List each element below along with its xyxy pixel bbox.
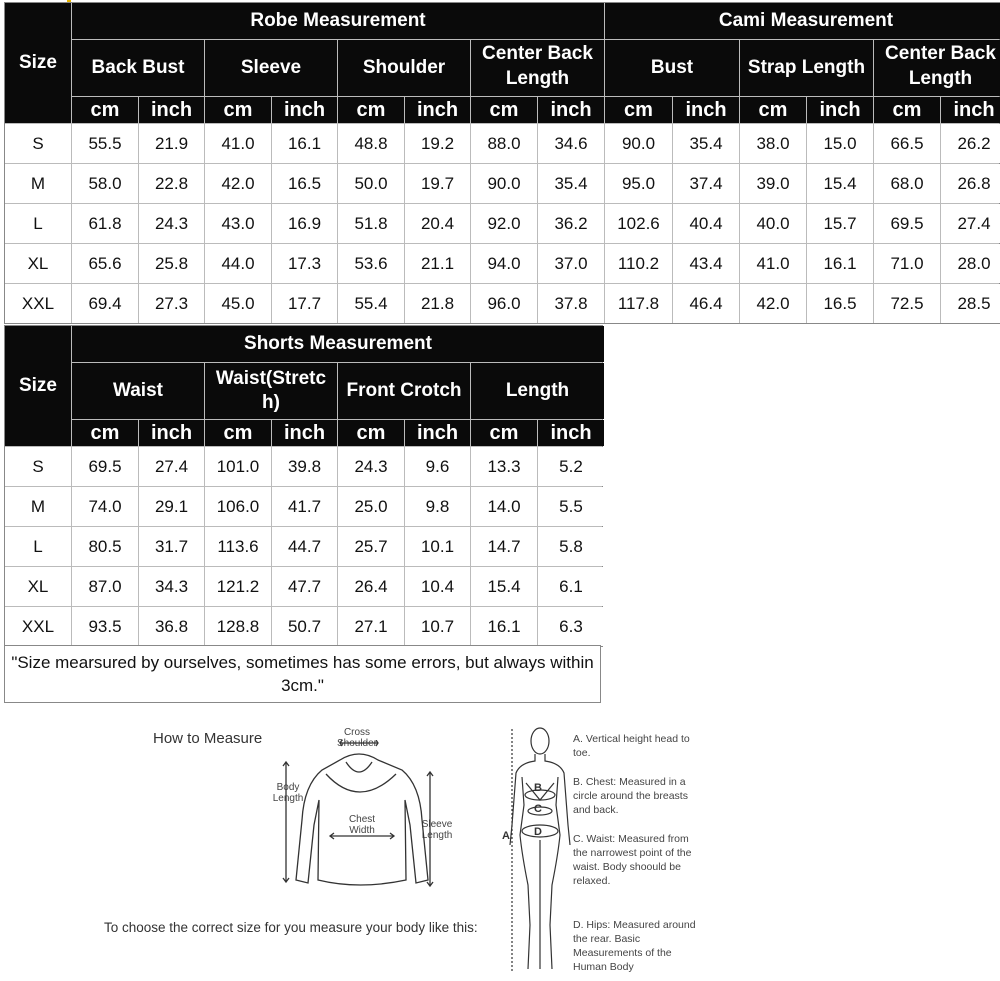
table-cell: 71.0 [874, 244, 940, 283]
table-cell: 50.7 [272, 607, 337, 646]
table-cell: 55.4 [338, 284, 404, 323]
unit-inch: inch [807, 97, 873, 123]
chest-width-label: Chest Width [348, 814, 376, 836]
size-cell: XXL [5, 284, 71, 323]
cami-title: Cami Measurement [605, 3, 1000, 39]
table-cell: 35.4 [538, 164, 604, 203]
sweater-illustration [270, 740, 470, 910]
table-cell: 88.0 [471, 124, 537, 163]
table-cell: 41.0 [740, 244, 806, 283]
table-cell: 40.0 [740, 204, 806, 243]
unit-cm: cm [205, 97, 271, 123]
table-cell: 41.0 [205, 124, 271, 163]
legend-a: A. Vertical height head to toe. [573, 733, 690, 759]
size-cell: M [5, 164, 71, 203]
table-cell: 39.8 [272, 447, 337, 486]
table-cell: 25.8 [139, 244, 204, 283]
table-cell: 93.5 [72, 607, 138, 646]
table-cell: 106.0 [205, 487, 271, 526]
table-cell: 50.0 [338, 164, 404, 203]
body-illustration [500, 725, 580, 977]
unit-inch: inch [538, 97, 604, 123]
table-cell: 26.8 [941, 164, 1000, 203]
table-cell: 117.8 [605, 284, 672, 323]
table-cell: 16.5 [272, 164, 337, 203]
unit-inch: inch [538, 420, 604, 446]
unit-cm: cm [205, 420, 271, 446]
table-cell: 53.6 [338, 244, 404, 283]
table-cell: 15.0 [807, 124, 873, 163]
table-cell: 28.0 [941, 244, 1000, 283]
table-cell: 102.6 [605, 204, 672, 243]
unit-cm: cm [72, 97, 138, 123]
table-cell: 27.1 [338, 607, 404, 646]
col-bust: Bust [605, 40, 739, 96]
table-cell: 90.0 [471, 164, 537, 203]
unit-inch: inch [405, 97, 470, 123]
col-waist: Waist [72, 363, 204, 419]
table-cell: 69.5 [72, 447, 138, 486]
marker-d: D [534, 826, 542, 838]
legend-c: C. Waist: Measured from the narrowest point of the waist. Body shoould be relaxed. [573, 833, 692, 887]
table-cell: 66.5 [874, 124, 940, 163]
table-cell: 15.7 [807, 204, 873, 243]
table-cell: 16.1 [471, 607, 537, 646]
table-cell: 5.5 [538, 487, 604, 526]
table-cell: 24.3 [139, 204, 204, 243]
table-cell: 36.8 [139, 607, 204, 646]
unit-cm: cm [72, 420, 138, 446]
size-cell: S [5, 124, 71, 163]
table-cell: 20.4 [405, 204, 470, 243]
table-cell: 26.2 [941, 124, 1000, 163]
col-front-crotch: Front Crotch [338, 363, 470, 419]
table-cell: 14.0 [471, 487, 537, 526]
table-cell: 39.0 [740, 164, 806, 203]
legend-d: D. Hips: Measured around the rear. Basic Measurements of the Human Body [573, 919, 696, 973]
col-cami-center-back-length: Center Back Length [874, 40, 1000, 96]
table-cell: 10.1 [405, 527, 470, 566]
table-cell: 74.0 [72, 487, 138, 526]
marker-b: B [534, 782, 542, 794]
shorts-title: Shorts Measurement [72, 326, 604, 362]
unit-cm: cm [874, 97, 940, 123]
unit-inch: inch [139, 420, 204, 446]
table-cell: 61.8 [72, 204, 138, 243]
table-cell: 26.4 [338, 567, 404, 606]
unit-inch: inch [405, 420, 470, 446]
table-cell: 65.6 [72, 244, 138, 283]
table-cell: 92.0 [471, 204, 537, 243]
table-cell: 121.2 [205, 567, 271, 606]
unit-inch: inch [272, 97, 337, 123]
table-cell: 96.0 [471, 284, 537, 323]
table-cell: 47.7 [272, 567, 337, 606]
table-cell: 36.2 [538, 204, 604, 243]
table-cell: 25.0 [338, 487, 404, 526]
size-header: Size [5, 326, 71, 446]
table-cell: 16.5 [807, 284, 873, 323]
table-cell: 94.0 [471, 244, 537, 283]
table-cell: 44.7 [272, 527, 337, 566]
unit-inch: inch [272, 420, 337, 446]
table-cell: 46.4 [673, 284, 739, 323]
size-header: Size [5, 3, 71, 123]
table-cell: 68.0 [874, 164, 940, 203]
table-cell: 80.5 [72, 527, 138, 566]
table-cell: 19.2 [405, 124, 470, 163]
table-cell: 113.6 [205, 527, 271, 566]
table-cell: 101.0 [205, 447, 271, 486]
table-cell: 16.1 [272, 124, 337, 163]
robe-cami-table [4, 2, 1000, 324]
col-waist-stretch: Waist(Stretch) [205, 363, 337, 419]
table-cell: 21.1 [405, 244, 470, 283]
col-sleeve: Sleeve [205, 40, 337, 96]
table-cell: 29.1 [139, 487, 204, 526]
size-cell: XXL [5, 607, 71, 646]
table-cell: 34.6 [538, 124, 604, 163]
unit-cm: cm [338, 97, 404, 123]
table-cell: 5.2 [538, 447, 604, 486]
table-cell: 15.4 [807, 164, 873, 203]
table-cell: 15.4 [471, 567, 537, 606]
col-center-back-length: Center Back Length [471, 40, 604, 96]
table-cell: 44.0 [205, 244, 271, 283]
table-cell: 25.7 [338, 527, 404, 566]
size-disclaimer: "Size mearsured by ourselves, sometimes has some errors, but always within 3cm." [4, 645, 601, 703]
table-cell: 6.3 [538, 607, 604, 646]
table-cell: 10.7 [405, 607, 470, 646]
table-cell: 27.4 [941, 204, 1000, 243]
cross-shoulder-label: Cross Shoulder [336, 727, 378, 749]
table-cell: 43.0 [205, 204, 271, 243]
table-cell: 24.3 [338, 447, 404, 486]
table-cell: 21.8 [405, 284, 470, 323]
table-cell: 5.8 [538, 527, 604, 566]
unit-cm: cm [605, 97, 672, 123]
table-cell: 9.6 [405, 447, 470, 486]
table-cell: 38.0 [740, 124, 806, 163]
table-cell: 55.5 [72, 124, 138, 163]
unit-inch: inch [941, 97, 1000, 123]
table-cell: 42.0 [740, 284, 806, 323]
size-cell: M [5, 487, 71, 526]
table-cell: 37.0 [538, 244, 604, 283]
table-cell: 87.0 [72, 567, 138, 606]
table-cell: 10.4 [405, 567, 470, 606]
table-cell: 22.8 [139, 164, 204, 203]
table-cell: 27.3 [139, 284, 204, 323]
col-shoulder: Shoulder [338, 40, 470, 96]
table-cell: 16.9 [272, 204, 337, 243]
size-cell: XL [5, 244, 71, 283]
body-length-label: Body Length [272, 782, 304, 804]
col-back-bust: Back Bust [72, 40, 204, 96]
how-to-measure-title: How to Measure [153, 730, 263, 747]
unit-inch: inch [139, 97, 204, 123]
table-cell: 90.0 [605, 124, 672, 163]
col-length: Length [471, 363, 604, 419]
table-cell: 16.1 [807, 244, 873, 283]
unit-inch: inch [673, 97, 739, 123]
table-cell: 34.3 [139, 567, 204, 606]
table-cell: 13.3 [471, 447, 537, 486]
table-cell: 41.7 [272, 487, 337, 526]
table-cell: 128.8 [205, 607, 271, 646]
table-cell: 48.8 [338, 124, 404, 163]
table-cell: 27.4 [139, 447, 204, 486]
table-cell: 6.1 [538, 567, 604, 606]
table-cell: 17.3 [272, 244, 337, 283]
table-cell: 45.0 [205, 284, 271, 323]
size-cell: XL [5, 567, 71, 606]
table-cell: 17.7 [272, 284, 337, 323]
table-cell: 72.5 [874, 284, 940, 323]
table-cell: 43.4 [673, 244, 739, 283]
unit-cm: cm [471, 420, 537, 446]
table-cell: 21.9 [139, 124, 204, 163]
robe-title: Robe Measurement [72, 3, 604, 39]
table-cell: 31.7 [139, 527, 204, 566]
unit-cm: cm [471, 97, 537, 123]
measure-instruction: To choose the correct size for you measure your body like this: [104, 920, 478, 935]
unit-cm: cm [338, 420, 404, 446]
table-cell: 37.8 [538, 284, 604, 323]
table-cell: 69.5 [874, 204, 940, 243]
size-cell: L [5, 204, 71, 243]
table-cell: 9.8 [405, 487, 470, 526]
table-cell: 35.4 [673, 124, 739, 163]
marker-c: C [534, 803, 542, 815]
table-cell: 37.4 [673, 164, 739, 203]
table-cell: 42.0 [205, 164, 271, 203]
table-cell: 28.5 [941, 284, 1000, 323]
col-strap-length: Strap Length [740, 40, 873, 96]
table-cell: 95.0 [605, 164, 672, 203]
sleeve-length-label: Sleeve Length [421, 819, 453, 841]
table-cell: 19.7 [405, 164, 470, 203]
table-cell: 14.7 [471, 527, 537, 566]
shorts-table [4, 325, 603, 647]
table-cell: 58.0 [72, 164, 138, 203]
table-cell: 110.2 [605, 244, 672, 283]
size-cell: S [5, 447, 71, 486]
marker-a: A [502, 830, 510, 842]
size-cell: L [5, 527, 71, 566]
unit-cm: cm [740, 97, 806, 123]
table-cell: 51.8 [338, 204, 404, 243]
table-cell: 69.4 [72, 284, 138, 323]
table-cell: 40.4 [673, 204, 739, 243]
legend-b: B. Chest: Measured in a circle around the breasts and back. [573, 776, 688, 816]
